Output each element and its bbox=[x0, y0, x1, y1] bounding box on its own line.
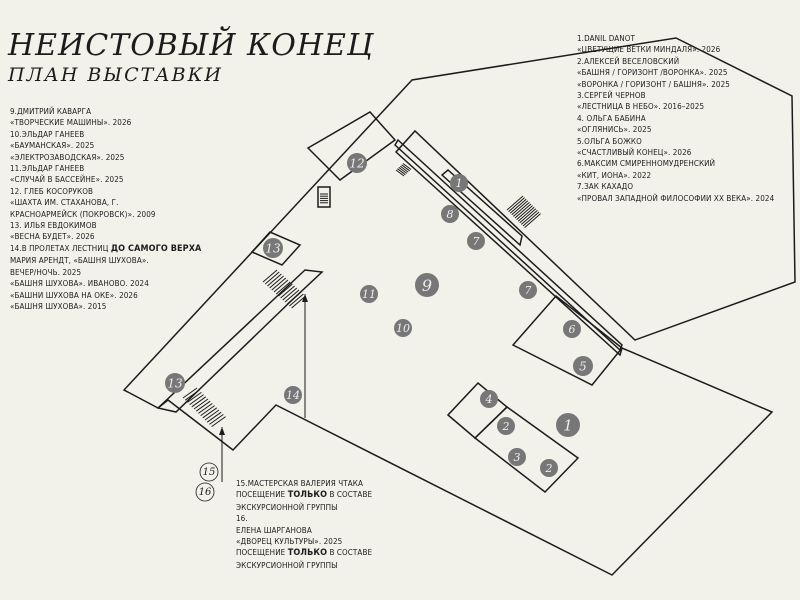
map-marker-label: 3 bbox=[513, 451, 521, 464]
map-marker-5 bbox=[573, 356, 593, 376]
legend-line bbox=[577, 181, 774, 192]
legend-line bbox=[10, 278, 201, 289]
legend-text: 16. bbox=[236, 514, 248, 524]
legend-line bbox=[577, 113, 774, 124]
room-gallery-5-6 bbox=[513, 296, 622, 385]
legend-line bbox=[10, 209, 201, 220]
stair-landing-box bbox=[318, 187, 330, 207]
legend-line bbox=[10, 106, 201, 117]
legend-text: 14.В ПРОЛЕТАХ ЛЕСТНИЦ bbox=[10, 243, 111, 253]
stair-step bbox=[515, 204, 531, 218]
legend-line bbox=[577, 90, 774, 101]
map-marker-label: 2 bbox=[502, 420, 510, 433]
map-marker-label: 7 bbox=[524, 284, 532, 297]
map-marker-10 bbox=[394, 319, 412, 337]
legend-text: 6.МАКСИМ СМИРЕННОМУДРЕНСКИЙ bbox=[577, 159, 716, 169]
legend-line bbox=[577, 67, 774, 78]
stair-step bbox=[520, 209, 536, 223]
legend-text: 2.АЛЕКСЕЙ ВЕСЕЛОВСКИЙ bbox=[577, 56, 680, 66]
stair-step bbox=[523, 212, 539, 226]
legend-text: 10.ЭЛЬДАР ГАНЕЕВ bbox=[10, 129, 85, 139]
legend-line bbox=[236, 478, 372, 489]
legend-text: «СЧАСТЛИВЫЙ КОНЕЦ». 2026 bbox=[577, 148, 692, 158]
legend-text: «БАШНЯ / ГОРИЗОНТ /ВОРОНКА». 2025 bbox=[577, 68, 728, 78]
legend-text: «КИТ, ИОНА». 2022 bbox=[577, 170, 652, 180]
map-marker-label: 11 bbox=[362, 288, 376, 301]
legend-line bbox=[10, 140, 201, 151]
exhibition-plan-subtitle: ПЛАН ВЫСТАВКИ bbox=[8, 64, 223, 86]
map-marker-label: 15 bbox=[202, 467, 216, 478]
map-marker-label: 10 bbox=[396, 322, 410, 335]
legend-artists-9-14 bbox=[10, 106, 201, 312]
map-marker-1 bbox=[556, 413, 580, 437]
legend-emphasis: ТОЛЬКО bbox=[287, 548, 328, 559]
legend-line bbox=[10, 290, 201, 301]
legend-text: «БАУМАНСКАЯ». 2025 bbox=[10, 141, 95, 151]
legend-line bbox=[10, 163, 201, 174]
legend-text: «ВЕСНА БУДЕТ». 2026 bbox=[10, 232, 95, 242]
legend-text: 13. ИЛЬЯ ЕВДОКИМОВ bbox=[10, 221, 97, 231]
stairs-lower-left bbox=[183, 388, 226, 427]
map-marker-label: 16 bbox=[198, 487, 212, 498]
legend-line bbox=[577, 124, 774, 135]
legend-line bbox=[10, 301, 201, 312]
exhibition-title: НЕИСТОВЫЙ КОНЕЦ bbox=[8, 28, 375, 63]
map-marker-label: 8 bbox=[446, 208, 454, 221]
map-marker-label: 2 bbox=[545, 462, 553, 475]
legend-emphasis: ТОЛЬКО bbox=[287, 490, 328, 501]
legend-text: «ПРОВАЛ ЗАПАДНОЙ ФИЛОСОФИИ XX ВЕКА». 2024 bbox=[577, 193, 775, 203]
map-marker-label: 5 bbox=[579, 359, 587, 374]
legend-line bbox=[577, 33, 774, 44]
legend-text: «ЭЛЕКТРОЗАВОДСКАЯ». 2025 bbox=[10, 152, 125, 162]
legend-line bbox=[577, 170, 774, 181]
legend-text: В СОСТАВЕ bbox=[327, 490, 373, 500]
legend-text: 7.ЗАК КАХАДО bbox=[577, 182, 634, 192]
legend-line bbox=[577, 101, 774, 112]
map-marker-3 bbox=[508, 448, 526, 466]
legend-15-16 bbox=[236, 478, 372, 571]
legend-text: «ЦВЕТУЩИЕ ВЕТКИ МИНДАЛЯ». 2026 bbox=[577, 45, 721, 55]
legend-line bbox=[10, 255, 201, 266]
legend-text: «ВОРОНКА / ГОРИЗОНТ / БАШНЯ». 2025 bbox=[577, 79, 730, 89]
legend-line bbox=[10, 267, 201, 278]
legend-text: 12. ГЛЕБ КОСОРУКОВ bbox=[10, 186, 94, 196]
stair-step bbox=[517, 206, 533, 220]
map-marker-label: 7 bbox=[472, 235, 480, 248]
legend-line bbox=[10, 186, 201, 197]
legend-line bbox=[236, 489, 372, 501]
map-marker-label: 9 bbox=[421, 276, 433, 295]
legend-text: «ШАХТА ИМ. СТАХАНОВА, Г. bbox=[10, 198, 119, 208]
legend-text: «ТВОРЧЕСКИЕ МАШИНЫ». 2026 bbox=[10, 118, 132, 128]
stair-step bbox=[512, 201, 528, 215]
map-marker-13 bbox=[165, 373, 185, 393]
legend-line bbox=[577, 44, 774, 55]
legend-line bbox=[10, 117, 201, 128]
legend-line bbox=[236, 536, 372, 547]
legend-line bbox=[577, 136, 774, 147]
map-marker-13 bbox=[263, 238, 283, 258]
legend-text: ПОСЕЩЕНИЕ bbox=[236, 490, 288, 500]
legend-text: ВЕЧЕР/НОЧЬ. 2025 bbox=[10, 267, 82, 277]
map-marker-7 bbox=[467, 232, 485, 250]
stair-step bbox=[507, 196, 523, 210]
legend-text: 3.СЕРГЕЙ ЧЕРНОВ bbox=[577, 91, 646, 101]
stairs-small bbox=[396, 164, 411, 177]
map-marker-8 bbox=[441, 205, 459, 223]
legend-line bbox=[10, 129, 201, 140]
legend-line bbox=[10, 152, 201, 163]
legend-text: ЕЛЕНА ШАРГАНОВА bbox=[236, 525, 312, 535]
map-marker-16 bbox=[196, 483, 214, 501]
legend-text: «СЛУЧАЙ В БАССЕЙНЕ». 2025 bbox=[10, 175, 124, 185]
stairs-landing bbox=[320, 194, 328, 203]
stair-step bbox=[510, 199, 526, 213]
map-marker-6 bbox=[563, 320, 581, 338]
legend-text: «ЛЕСТНИЦА В НЕБО». 2016–2025 bbox=[577, 102, 705, 112]
stair-step bbox=[518, 207, 534, 221]
stair-step bbox=[525, 214, 541, 228]
map-marker-7 bbox=[519, 281, 537, 299]
arrow-head bbox=[219, 427, 225, 435]
stair-step bbox=[509, 198, 525, 212]
legend-text: «ОГЛЯНИСЬ». 2025 bbox=[577, 125, 652, 135]
stair-step bbox=[513, 202, 529, 216]
legend-text: В СОСТАВЕ bbox=[327, 548, 373, 558]
legend-text: 5.ОЛЬГА БОЖКО bbox=[577, 136, 642, 146]
legend-text: ЭКСКУРСИОННОЙ ГРУППЫ bbox=[236, 560, 338, 570]
legend-text: 4. ОЛЬГА БАБИНА bbox=[577, 113, 646, 123]
legend-line bbox=[10, 231, 201, 242]
legend-text: ПОСЕЩЕНИЕ bbox=[236, 548, 288, 558]
entrance-arrow-15 bbox=[219, 427, 225, 482]
map-marker-11 bbox=[360, 285, 378, 303]
legend-text: МАРИЯ АРЕНДТ, «БАШНЯ ШУХОВА». bbox=[10, 256, 149, 266]
legend-artists-1-7 bbox=[577, 33, 774, 204]
map-marker-2 bbox=[497, 417, 515, 435]
legend-line bbox=[10, 174, 201, 185]
legend-line bbox=[236, 547, 372, 559]
legend-line bbox=[577, 79, 774, 90]
legend-text: ЭКСКУРСИОННОЙ ГРУППЫ bbox=[236, 502, 338, 512]
map-marker-label: 1 bbox=[563, 416, 573, 435]
legend-text: КРАСНОАРМЕЙСК (ПОКРОВСК)». 2009 bbox=[10, 209, 156, 219]
legend-text: 9.ДМИТРИЙ КАВАРГА bbox=[10, 107, 92, 116]
legend-text: «БАШНЯ ШУХОВА». 2015 bbox=[10, 301, 107, 311]
legend-text: «БАШНИ ШУХОВА НА ОКЕ». 2026 bbox=[10, 290, 138, 300]
legend-line bbox=[577, 193, 774, 204]
map-marker-label: 1 bbox=[455, 177, 463, 190]
legend-text: 11.ЭЛЬДАР ГАНЕЕВ bbox=[10, 164, 85, 174]
legend-emphasis: ДО САМОГО ВЕРХА bbox=[110, 243, 202, 254]
map-marker-15 bbox=[200, 463, 218, 481]
map-marker-12 bbox=[347, 153, 367, 173]
legend-line bbox=[236, 560, 372, 571]
map-marker-label: 4 bbox=[485, 393, 493, 406]
legend-line bbox=[10, 220, 201, 231]
map-marker-label: 13 bbox=[167, 376, 183, 391]
legend-line bbox=[10, 197, 201, 208]
entrance-arrow-14 bbox=[302, 294, 308, 418]
legend-text: «БАШНЯ ШУХОВА». ИВАНОВО. 2024 bbox=[10, 279, 149, 289]
legend-line bbox=[577, 147, 774, 158]
map-marker-label: 6 bbox=[568, 323, 576, 336]
legend-line bbox=[577, 56, 774, 67]
legend-line bbox=[236, 502, 372, 513]
map-marker-2 bbox=[540, 459, 558, 477]
legend-line bbox=[236, 513, 372, 524]
legend-line bbox=[236, 525, 372, 536]
stair-step bbox=[521, 210, 537, 224]
map-marker-1 bbox=[450, 174, 468, 192]
map-marker-label: 13 bbox=[265, 241, 281, 256]
legend-line bbox=[577, 158, 774, 169]
legend-text: 15.МАСТЕРСКАЯ ВАЛЕРИЯ ЧТАКА bbox=[236, 479, 364, 488]
legend-line bbox=[10, 243, 201, 255]
legend-text: 1.DANIL DANOT bbox=[577, 34, 636, 43]
map-marker-label: 12 bbox=[349, 156, 365, 171]
map-marker-14 bbox=[284, 386, 302, 404]
map-marker-4 bbox=[480, 390, 498, 408]
map-marker-9 bbox=[415, 273, 439, 297]
map-marker-label: 14 bbox=[286, 389, 300, 402]
legend-text: «ДВОРЕЦ КУЛЬТУРЫ». 2025 bbox=[236, 537, 343, 547]
